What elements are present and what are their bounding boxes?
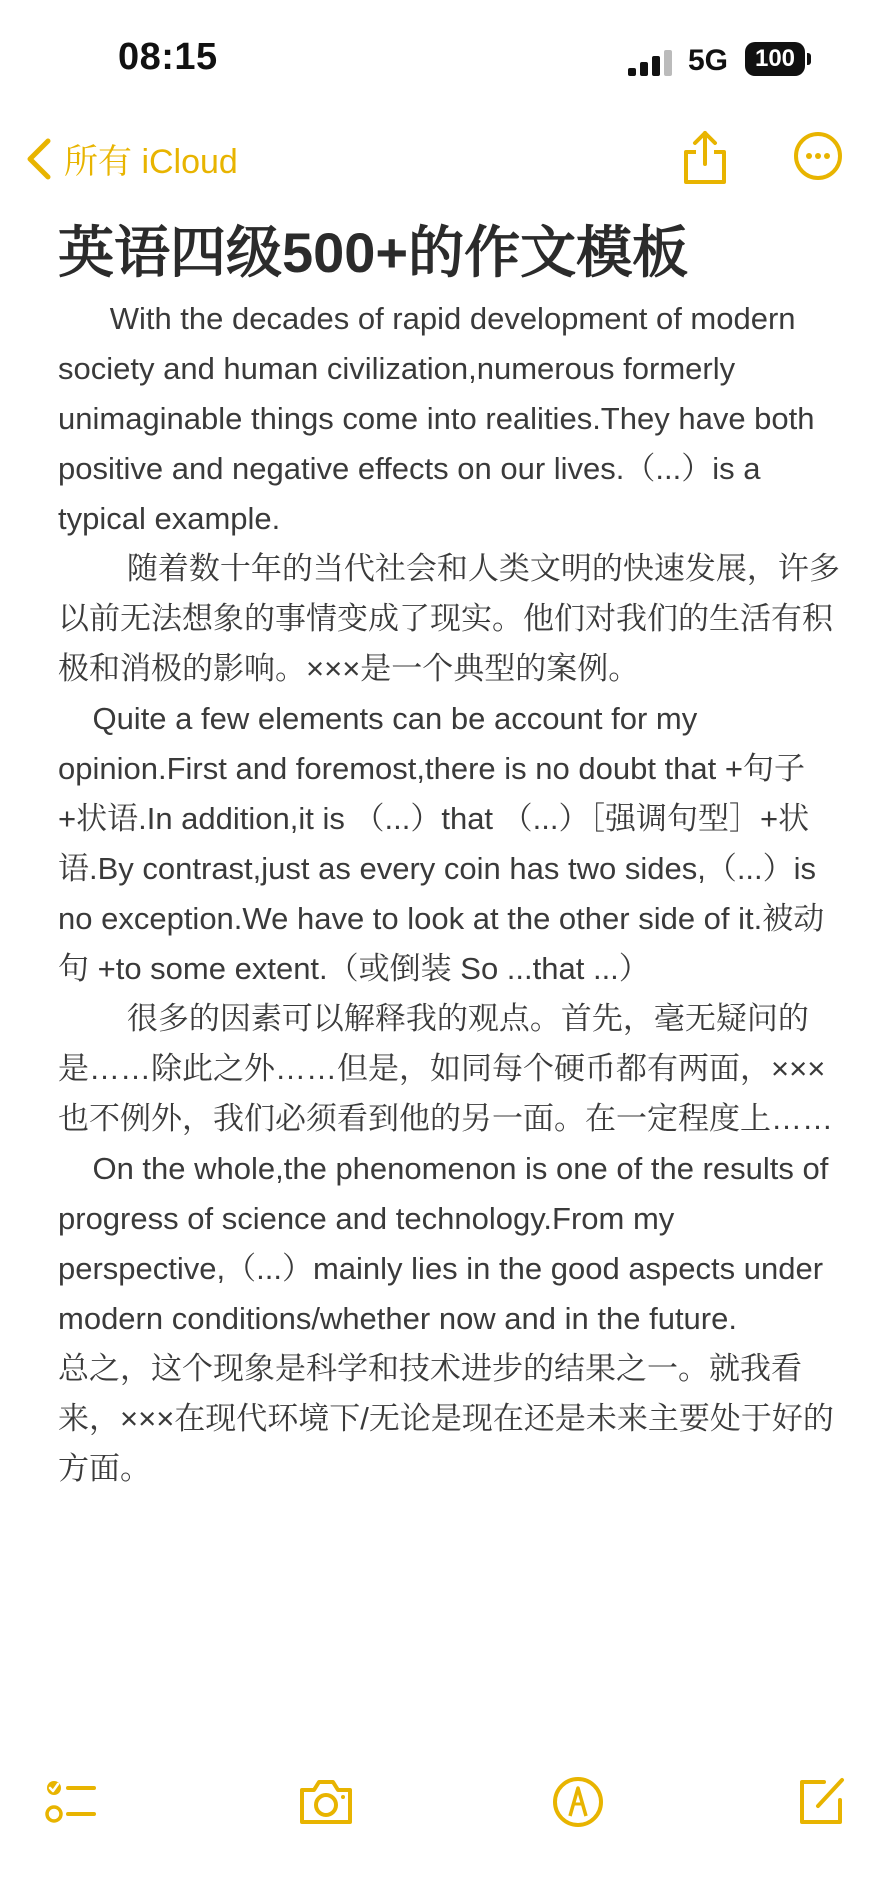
- checklist-icon[interactable]: [44, 1774, 100, 1830]
- markup-icon[interactable]: [550, 1774, 606, 1830]
- note-paragraph: 总之，这个现象是科学和技术进步的结果之一。就我看来，×××在现代环境下/无论是现在还是未来主要处于好的方面。: [58, 1351, 834, 1486]
- note-paragraph: Quite a few elements can be account for my opinion.First and foremost,there is no doubt that +句子+状语.In addition,it is （...）that （...）［强调句型］+状语.By contrast,just as every coin has two sides,（...）is no exception.We have to look at the other side of it.被动句 +to some extent.（或倒装 So ...that ...）: [58, 701, 825, 986]
- status-time: 08:15: [118, 36, 218, 78]
- signal-icon: [628, 50, 672, 76]
- chevron-left-icon: [22, 137, 56, 181]
- more-options-button[interactable]: [794, 132, 842, 180]
- nav-bar: [0, 120, 886, 200]
- share-icon[interactable]: [680, 130, 730, 186]
- note-paragraph: 随着数十年的当代社会和人类文明的快速发展，许多以前无法想象的事情变成了现实。他们对我们的生活有积极和消极的影响。×××是一个典型的案例。: [58, 551, 840, 686]
- note-paragraph: With the decades of rapid development of modern society and human civilization,numerous formerly unimaginable things come into realities.They have both positive and negative effects on our lives.（...）is a typical example.: [58, 301, 824, 536]
- note-paragraph: 很多的因素可以解释我的观点。首先，毫无疑问的是……除此之外……但是，如同每个硬币都有两面，×××也不例外，我们必须看到他的另一面。在一定程度上……: [58, 1001, 833, 1136]
- battery-icon: 100: [745, 42, 805, 76]
- back-button-label: 所有 iCloud: [64, 143, 238, 181]
- camera-icon[interactable]: [296, 1774, 356, 1830]
- bottom-toolbar: [0, 1770, 886, 1860]
- network-label: 5G: [688, 44, 729, 77]
- battery-tip: [807, 53, 811, 65]
- back-button[interactable]: [22, 134, 238, 183]
- note-title: 英语四级500+的作文模板: [58, 221, 689, 284]
- note-paragraph: On the whole,the phenomenon is one of the results of progress of science and technology.From my perspective,（...）mainly lies in the good aspects under modern conditions/whether now and in the future.: [58, 1151, 837, 1336]
- note-content[interactable]: [58, 218, 848, 1494]
- status-bar: [0, 0, 886, 120]
- compose-icon[interactable]: [794, 1774, 850, 1830]
